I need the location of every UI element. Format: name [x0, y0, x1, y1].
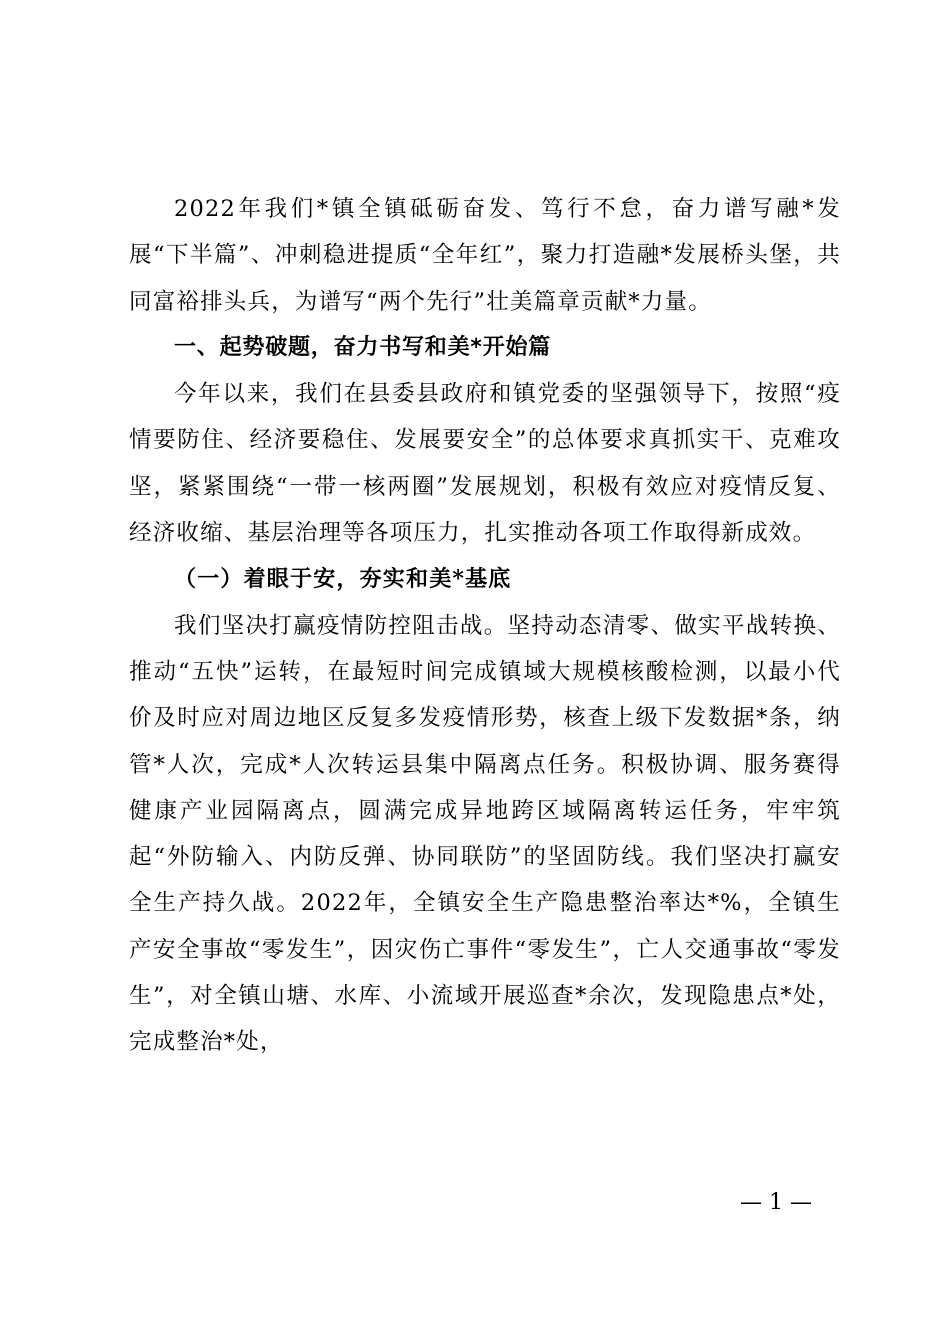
document-body [129, 186, 841, 1066]
section-1-paragraph: 今年以来，我们在县委县政府和镇党委的坚强领导下，按照“疫情要防住、经济要稳住、发展要安全”的总体要求真抓实干、克难攻坚，紧紧围绕“一带一核两圈”发展规划，积极有效应对疫情反复、经济收缩、基层治理等各项压力，扎实推动各项工作取得新成效。 [129, 381, 841, 547]
page-number: — 1 — [740, 1190, 812, 1215]
section-1-heading: 一、起势破题，奋力书写和美*开始篇 [174, 334, 552, 360]
subsection-1-paragraph: 我们坚决打赢疫情防控阻击战。坚持动态清零、做实平战转换、推动“五快”运转，在最短时间完成镇域大规模核酸检测，以最小代价及时应对周边地区反复多发疫情形势，核查上级下发数据*条，纳管*人次，完成*人次转运县集中隔离点任务。积极协调、服务赛得健康产业园隔离点，圆满完成异地跨区域隔离转运任务，牢牢筑起“外防输入、内防反弹、协同联防”的坚固防线。我们坚决打赢安全生产持久战。2022年，全镇安全生产隐患整治率达*%，全镇生产安全事故“零发生”，因灾伤亡事件“零发生”，亡人交通事故“零发生”，对全镇山塘、水库、小流域开展巡查*余次，发现隐患点*处，完成整治*处， [129, 612, 841, 1056]
intro-paragraph: 2022年我们*镇全镇砥砺奋发、笃行不怠，奋力谱写融*发展“下半篇”、冲刺稳进提质“全年红”，聚力打造融*发展桥头堡，共同富裕排头兵，为谱写“两个先行”壮美篇章贡献*力量。 [129, 196, 841, 315]
subsection-1-heading: （一）着眼于安，夯实和美*基底 [174, 566, 512, 593]
